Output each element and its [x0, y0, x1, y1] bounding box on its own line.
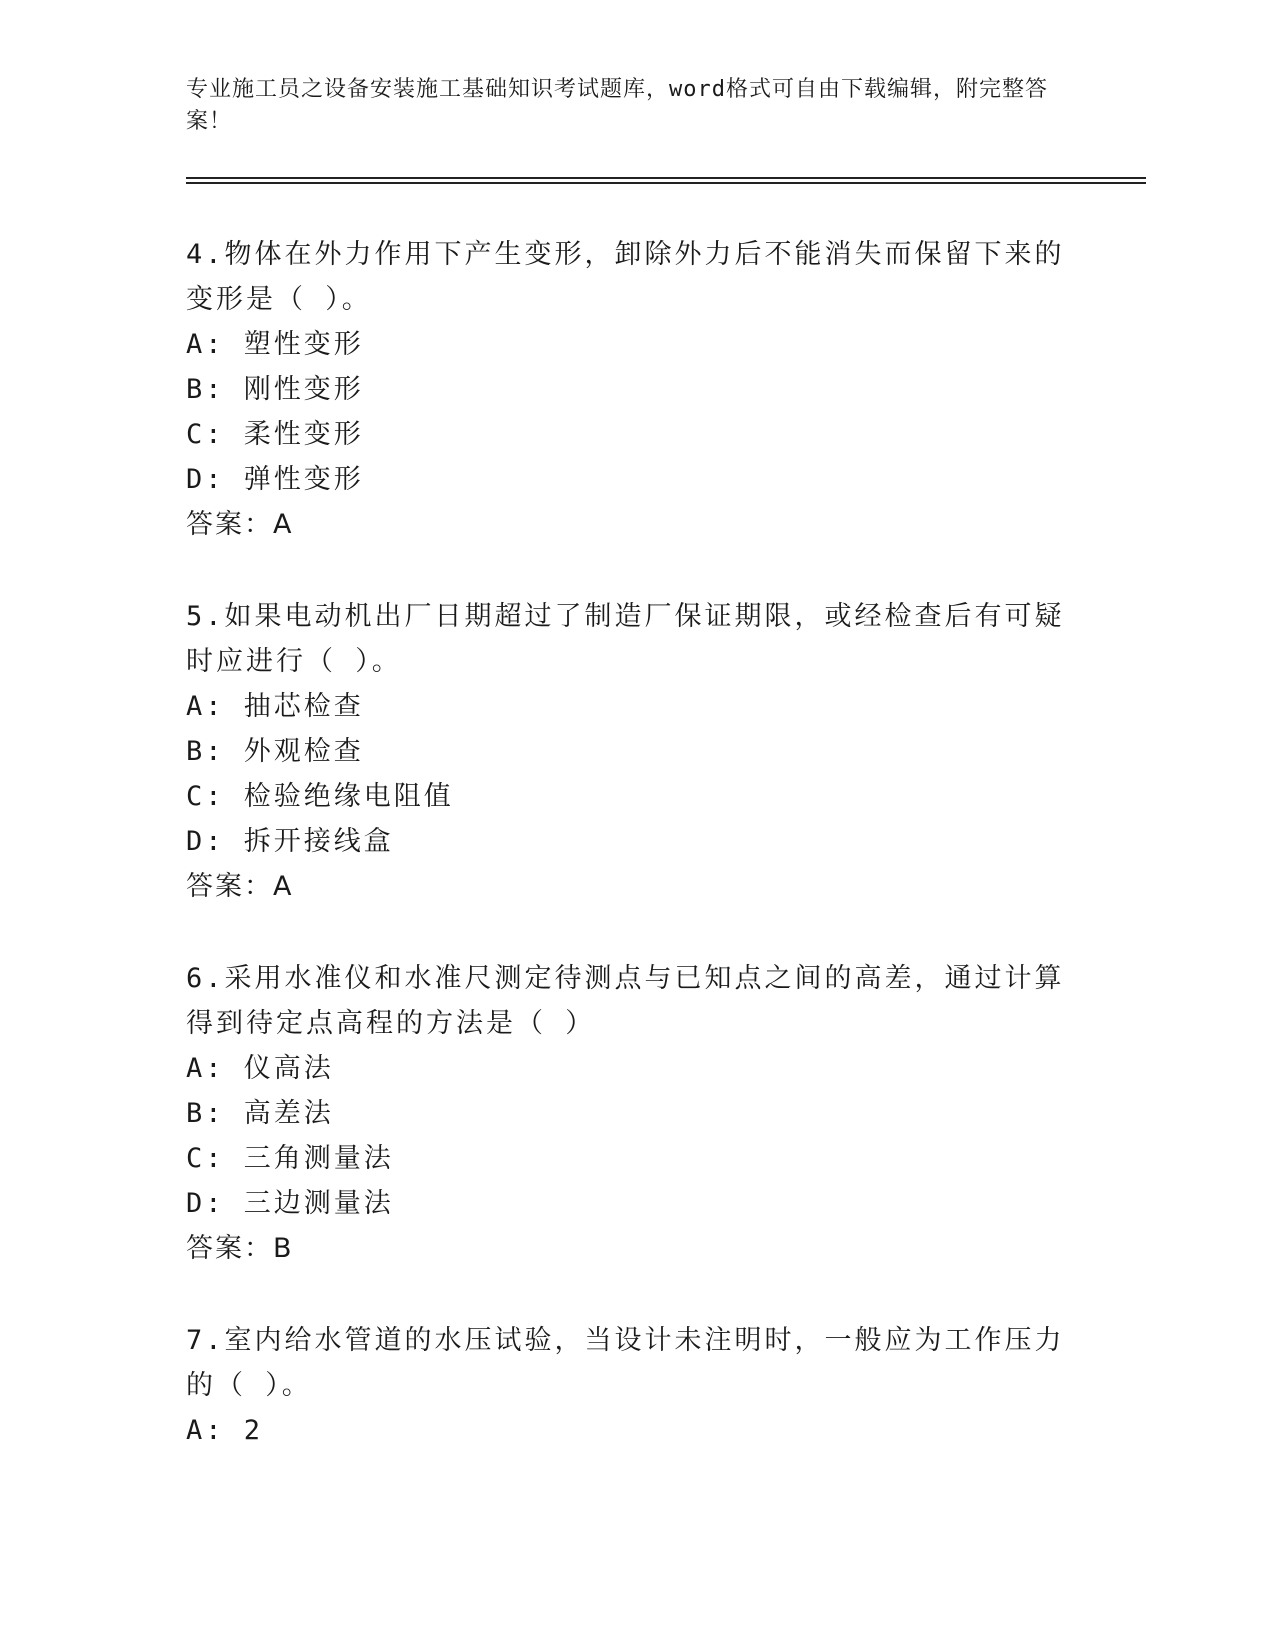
option-text: 高差法: [243, 1098, 334, 1129]
option-label: A:: [186, 691, 225, 722]
question-7: [186, 1318, 1066, 1453]
answer-line: 答案：A: [186, 509, 294, 540]
question-text: [186, 956, 1066, 1046]
option-label: B:: [186, 1098, 225, 1129]
question-text: [186, 1318, 1066, 1408]
option-b: [186, 367, 1066, 412]
option-a: [186, 322, 1066, 367]
question-4: [186, 232, 1066, 547]
option-b: [186, 729, 1066, 774]
option-c: [186, 774, 1066, 819]
option-label: C:: [186, 1143, 225, 1174]
option-text: 拆开接线盒: [243, 826, 394, 857]
option-text: 三角测量法: [243, 1143, 394, 1174]
option-text: 仪高法: [243, 1053, 334, 1084]
option-text: 抽芯检查: [243, 691, 364, 722]
option-text: 塑性变形: [243, 329, 364, 360]
option-text: 弹性变形: [243, 464, 364, 495]
option-d: [186, 457, 1066, 502]
question-stem: 采用水准仪和水准尺测定待测点与已知点之间的高差，通过计算得到待定点高程的方法是（ ）: [186, 963, 1065, 1039]
option-label: D:: [186, 826, 225, 857]
option-text: 2: [243, 1415, 264, 1446]
option-c: [186, 412, 1066, 457]
option-label: C:: [186, 419, 225, 450]
question-text: [186, 594, 1066, 684]
question-text: [186, 232, 1066, 322]
option-text: 三边测量法: [243, 1188, 394, 1219]
option-text: 柔性变形: [243, 419, 364, 450]
option-label: D:: [186, 1188, 225, 1219]
question-stem: 室内给水管道的水压试验，当设计未注明时，一般应为工作压力的（ ）。: [186, 1325, 1065, 1401]
option-label: B:: [186, 736, 225, 767]
option-label: D:: [186, 464, 225, 495]
option-d: [186, 1181, 1066, 1226]
option-d: [186, 819, 1066, 864]
question-number: 4.: [186, 239, 225, 270]
question-number: 6.: [186, 963, 225, 994]
option-label: A:: [186, 1415, 225, 1446]
question-stem: 物体在外力作用下产生变形，卸除外力后不能消失而保留下来的变形是（ ）。: [186, 239, 1065, 315]
option-text: 检验绝缘电阻值: [243, 781, 454, 812]
option-c: [186, 1136, 1066, 1181]
answer-line: 答案：B: [186, 1233, 294, 1264]
header-divider-bottom: [186, 182, 1146, 184]
header-divider-top: [186, 177, 1146, 179]
option-a: [186, 1046, 1066, 1091]
question-number: 7.: [186, 1325, 225, 1356]
option-text: 刚性变形: [243, 374, 364, 405]
question-6: [186, 956, 1066, 1271]
question-stem: 如果电动机出厂日期超过了制造厂保证期限，或经检查后有可疑时应进行（ ）。: [186, 601, 1065, 677]
option-label: C:: [186, 781, 225, 812]
option-a: [186, 684, 1066, 729]
question-5: [186, 594, 1066, 909]
answer-line: 答案：A: [186, 871, 294, 902]
option-label: B:: [186, 374, 225, 405]
option-label: A:: [186, 1053, 225, 1084]
option-label: A:: [186, 329, 225, 360]
option-a: [186, 1408, 1066, 1453]
question-number: 5.: [186, 601, 225, 632]
option-text: 外观检查: [243, 736, 364, 767]
option-b: [186, 1091, 1066, 1136]
document-header: 专业施工员之设备安装施工基础知识考试题库，word格式可自由下载编辑，附完整答案！: [186, 77, 1048, 134]
